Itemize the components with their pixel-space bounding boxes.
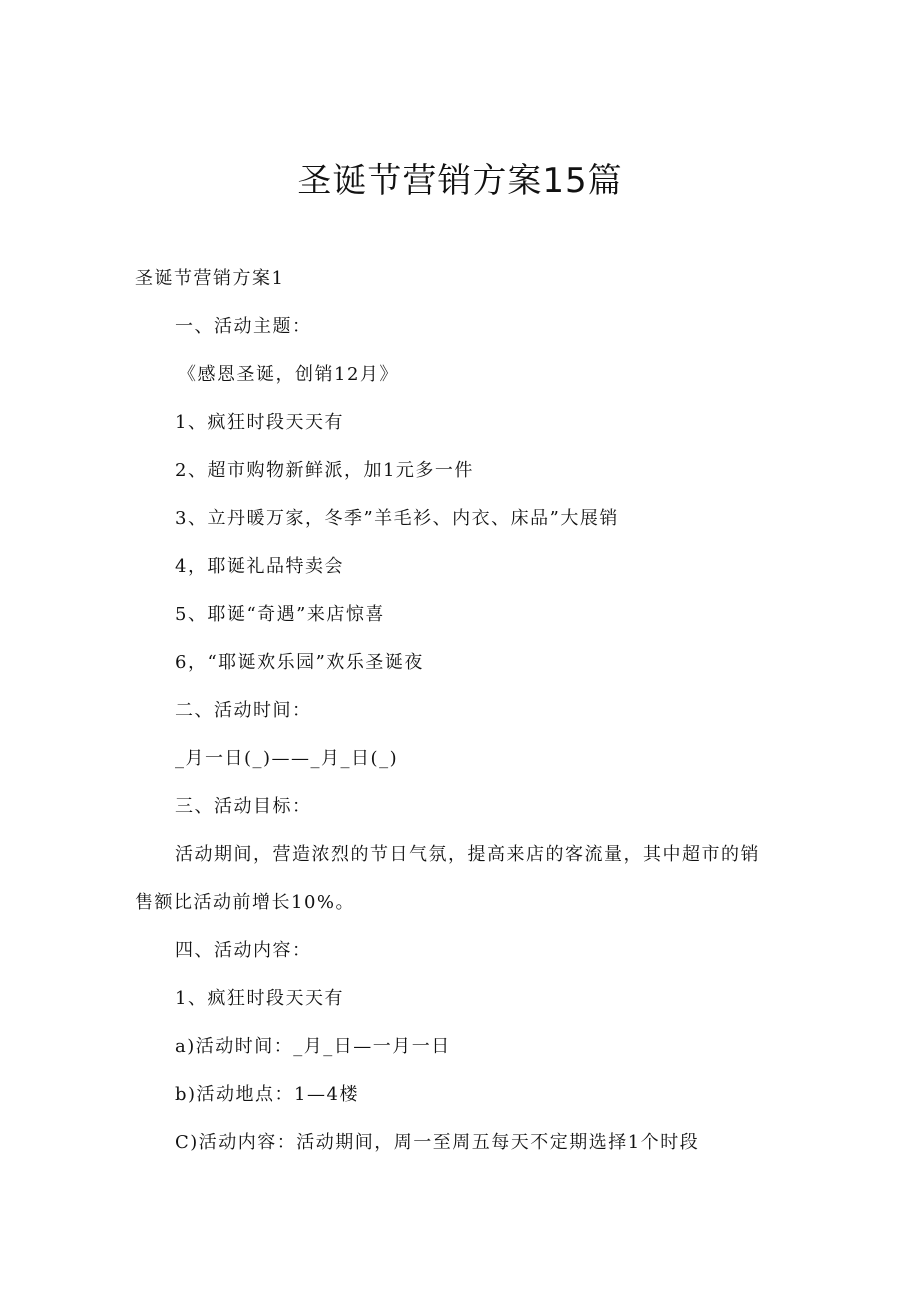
theme-item-3: 3、立丹暖万家，冬季”羊毛衫、内衣、床品”大展销	[175, 508, 619, 529]
activity-goal-line-1: 活动期间，营造浓烈的节日气氛，提高来店的客流量，其中超市的销	[175, 844, 760, 865]
theme-item-1: 1、疯狂时段天天有	[175, 412, 344, 433]
theme-item-5: 5、耶诞“奇遇”来店惊喜	[175, 604, 385, 625]
activity-theme-text: 《感恩圣诞，创销12月》	[178, 364, 399, 385]
section-heading: 圣诞节营销方案1	[135, 268, 285, 289]
theme-item-2: 2、超市购物新鲜派，加1元多一件	[175, 460, 474, 481]
content-item-b: b)活动地点：1—4楼	[175, 1084, 359, 1105]
activity-time-text: _月一日(_)——_月_日(_)	[175, 748, 399, 769]
activity-goal-line-2: 售额比活动前增长10%。	[135, 892, 356, 913]
heading-activity-content: 四、活动内容：	[175, 940, 312, 961]
content-item-a: a)活动时间：_月_日—一月一日	[175, 1036, 451, 1057]
content-item-c: C)活动内容：活动期间，周一至周五每天不定期选择1个时段	[175, 1132, 700, 1153]
theme-item-4: 4，耶诞礼品特卖会	[175, 556, 344, 577]
heading-activity-time: 二、活动时间：	[175, 700, 312, 721]
heading-activity-theme: 一、活动主题：	[175, 316, 312, 337]
heading-activity-goal: 三、活动目标：	[175, 796, 312, 817]
content-item-1: 1、疯狂时段天天有	[175, 988, 344, 1009]
theme-item-6: 6，“耶诞欢乐园”欢乐圣诞夜	[175, 652, 424, 673]
document-title: 圣诞节营销方案15篇	[297, 161, 623, 201]
